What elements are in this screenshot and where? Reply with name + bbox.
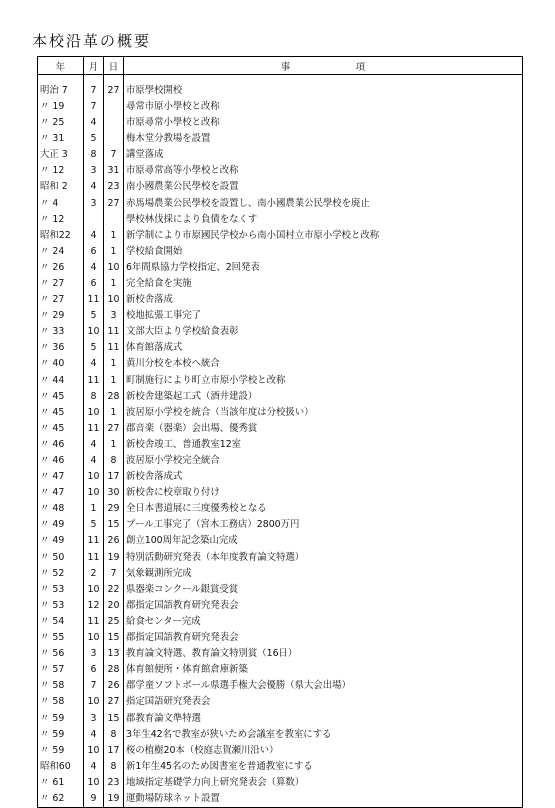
event-cell: 桜の植樹20本（校庭志賀瀬川沿い）	[124, 742, 523, 758]
table-row	[38, 469, 523, 485]
era-cell: 〃 31	[38, 131, 84, 147]
event-cell: 郡指定国語教育研究発表会	[124, 598, 523, 614]
era-cell: 〃 46	[38, 437, 84, 453]
era-cell: 〃 4	[38, 195, 84, 211]
month-header: 月	[84, 57, 104, 75]
table-row	[38, 517, 523, 533]
era-cell: 〃 45	[38, 404, 84, 420]
era-cell: 〃 27	[38, 292, 84, 308]
day-cell: 1	[104, 243, 124, 259]
month-cell: 10	[84, 630, 104, 646]
day-cell: 11	[104, 340, 124, 356]
event-cell: 新校舎に校章取り付け	[124, 485, 523, 501]
table-row	[38, 308, 523, 324]
month-cell: 1	[84, 501, 104, 517]
day-cell: 30	[104, 485, 124, 501]
event-cell: 郡指定国語教育研究発表会	[124, 630, 523, 646]
event-cell: 市原學校開校	[124, 79, 523, 99]
month-cell: 11	[84, 292, 104, 308]
month-cell	[84, 211, 104, 227]
table-row	[38, 420, 523, 436]
table-row	[38, 614, 523, 630]
era-cell: 〃 49	[38, 517, 84, 533]
table-row	[38, 678, 523, 694]
event-cell: 郡学童ソフトボール県選手権大会優勝（県大会出場）	[124, 678, 523, 694]
day-cell: 17	[104, 469, 124, 485]
table-row	[38, 437, 523, 453]
day-cell: 28	[104, 388, 124, 404]
day-cell: 22	[104, 581, 124, 597]
month-cell: 4	[84, 227, 104, 243]
event-cell: 市原尋常高等小學校と改称	[124, 163, 523, 179]
table-row	[38, 324, 523, 340]
event-cell: 波居原小学校完全統合	[124, 453, 523, 469]
month-cell: 5	[84, 308, 104, 324]
table-row	[38, 581, 523, 597]
era-cell: 〃 56	[38, 646, 84, 662]
table-row	[38, 533, 523, 549]
day-cell: 8	[104, 758, 124, 774]
event-cell: 郡音楽（器楽）会出場、優秀賞	[124, 420, 523, 436]
month-cell: 11	[84, 420, 104, 436]
era-cell: 〃 12	[38, 163, 84, 179]
table-row	[38, 131, 523, 147]
event-cell: 郡教育論文準特選	[124, 710, 523, 726]
era-cell: 〃 46	[38, 453, 84, 469]
era-cell: 〃 27	[38, 276, 84, 292]
month-cell: 3	[84, 163, 104, 179]
era-cell: 〃 40	[38, 356, 84, 372]
day-cell: 26	[104, 678, 124, 694]
era-cell: 〃 59	[38, 710, 84, 726]
era-cell: 〃 58	[38, 694, 84, 710]
month-cell: 8	[84, 388, 104, 404]
year-header: 年	[38, 57, 84, 75]
event-cell: 運動場防球ネット設置	[124, 791, 523, 808]
table-row	[38, 694, 523, 710]
day-cell: 3	[104, 308, 124, 324]
table-row	[38, 99, 523, 115]
month-cell: 4	[84, 260, 104, 276]
day-cell: 15	[104, 630, 124, 646]
day-cell: 1	[104, 356, 124, 372]
table-row	[38, 485, 523, 501]
month-cell: 10	[84, 775, 104, 791]
table-row	[38, 775, 523, 791]
era-cell: 大正 3	[38, 147, 84, 163]
day-cell: 15	[104, 517, 124, 533]
era-cell: 明治 7	[38, 79, 84, 99]
day-cell: 19	[104, 791, 124, 808]
event-cell: 新校舎建築起工式（酒井建設）	[124, 388, 523, 404]
event-header: 事 項	[124, 57, 523, 75]
era-cell: 〃 29	[38, 308, 84, 324]
table-row	[38, 549, 523, 565]
era-cell: 〃 62	[38, 791, 84, 808]
day-cell: 13	[104, 646, 124, 662]
era-cell: 〃 44	[38, 372, 84, 388]
day-header: 日	[104, 57, 124, 75]
event-cell: 新校舎落成式	[124, 469, 523, 485]
table-row	[38, 179, 523, 195]
era-cell: 〃 47	[38, 485, 84, 501]
event-cell: 校地拡張工事完了	[124, 308, 523, 324]
day-cell	[104, 131, 124, 147]
day-cell	[104, 99, 124, 115]
event-cell: 尋常市原小學校と改称	[124, 99, 523, 115]
event-cell: 波居原小学校を統合（当該年度は分校扱い）	[124, 404, 523, 420]
day-cell: 26	[104, 533, 124, 549]
month-cell: 6	[84, 662, 104, 678]
era-cell: 〃 54	[38, 614, 84, 630]
event-cell: 町制施行により町立市原小学校と改称	[124, 372, 523, 388]
table-row	[38, 340, 523, 356]
event-cell: 學校林伐採により負債をなくす	[124, 211, 523, 227]
day-cell: 1	[104, 227, 124, 243]
table-row	[38, 598, 523, 614]
day-cell: 1	[104, 372, 124, 388]
era-cell: 〃 49	[38, 533, 84, 549]
month-cell: 6	[84, 276, 104, 292]
era-cell: 〃 45	[38, 388, 84, 404]
event-cell: 赤馬場農業公民學校を設置し、南小國農業公民學校を廃止	[124, 195, 523, 211]
day-cell	[104, 115, 124, 131]
event-cell: 地域指定基礎学力向上研究発表会（算数）	[124, 775, 523, 791]
era-cell: 〃 12	[38, 211, 84, 227]
era-cell: 〃 55	[38, 630, 84, 646]
era-cell: 〃 36	[38, 340, 84, 356]
event-cell: 6年間県協力学校指定、2回発表	[124, 260, 523, 276]
table-row	[38, 79, 523, 99]
era-cell: 昭和 2	[38, 179, 84, 195]
event-cell: 市原尋常小學校と改称	[124, 115, 523, 131]
day-cell: 10	[104, 260, 124, 276]
month-cell: 3	[84, 646, 104, 662]
day-cell: 25	[104, 614, 124, 630]
month-cell: 10	[84, 324, 104, 340]
day-cell: 11	[104, 324, 124, 340]
event-cell: 文部大臣より学校給食表彰	[124, 324, 523, 340]
month-cell: 10	[84, 742, 104, 758]
event-cell: 県器楽コンクール銀賞受賞	[124, 581, 523, 597]
era-cell: 〃 33	[38, 324, 84, 340]
era-cell: 〃 45	[38, 420, 84, 436]
day-cell: 8	[104, 726, 124, 742]
month-cell: 11	[84, 549, 104, 565]
era-cell: 〃 47	[38, 469, 84, 485]
month-cell: 7	[84, 79, 104, 99]
day-cell	[104, 211, 124, 227]
event-cell: 気象観測所完成	[124, 565, 523, 581]
era-cell: 〃 19	[38, 99, 84, 115]
event-cell: 学校給食開始	[124, 243, 523, 259]
era-cell: 〃 53	[38, 581, 84, 597]
day-cell: 17	[104, 742, 124, 758]
event-cell: 新1年生45名のため図書室を普通教室にする	[124, 758, 523, 774]
era-cell: 〃 24	[38, 243, 84, 259]
table-row	[38, 646, 523, 662]
month-cell: 4	[84, 758, 104, 774]
month-cell: 4	[84, 726, 104, 742]
table-body	[38, 75, 523, 808]
table-row	[38, 742, 523, 758]
day-cell: 7	[104, 565, 124, 581]
event-cell: 体育館落成式	[124, 340, 523, 356]
event-cell: 南小國農業公民學校を設置	[124, 179, 523, 195]
month-cell: 10	[84, 694, 104, 710]
day-cell: 20	[104, 598, 124, 614]
header-row	[38, 57, 523, 75]
day-cell: 29	[104, 501, 124, 517]
era-cell: 〃 48	[38, 501, 84, 517]
day-cell: 28	[104, 662, 124, 678]
month-cell: 4	[84, 453, 104, 469]
event-cell: 全日本書道展に三度優秀校となる	[124, 501, 523, 517]
month-cell: 10	[84, 404, 104, 420]
event-cell: 教育論文特選、教育論文特別賞（16日）	[124, 646, 523, 662]
month-cell: 4	[84, 356, 104, 372]
event-cell: 特別活動研究発表（本年度教育論文特選）	[124, 549, 523, 565]
table-row	[38, 292, 523, 308]
day-cell: 15	[104, 710, 124, 726]
table-row	[38, 758, 523, 774]
table-row	[38, 195, 523, 211]
day-cell: 1	[104, 437, 124, 453]
era-cell: 昭和60	[38, 758, 84, 774]
month-cell: 4	[84, 115, 104, 131]
month-cell: 11	[84, 533, 104, 549]
month-cell: 3	[84, 195, 104, 211]
month-cell: 9	[84, 791, 104, 808]
event-cell: 完全給食を実施	[124, 276, 523, 292]
month-cell: 7	[84, 678, 104, 694]
table-row	[38, 372, 523, 388]
era-cell: 〃 59	[38, 742, 84, 758]
era-cell: 〃 26	[38, 260, 84, 276]
day-cell: 1	[104, 276, 124, 292]
table-row	[38, 388, 523, 404]
table-row	[38, 565, 523, 581]
table-row	[38, 404, 523, 420]
table-row	[38, 662, 523, 678]
event-cell: プール工事完了（宮木工務店）2800万円	[124, 517, 523, 533]
month-cell: 11	[84, 372, 104, 388]
day-cell: 27	[104, 694, 124, 710]
day-cell: 19	[104, 549, 124, 565]
day-cell: 10	[104, 292, 124, 308]
month-cell: 7	[84, 99, 104, 115]
day-cell: 1	[104, 404, 124, 420]
month-cell: 10	[84, 469, 104, 485]
day-cell: 23	[104, 179, 124, 195]
event-cell: 給食センター完成	[124, 614, 523, 630]
table-row	[38, 356, 523, 372]
page-title: 本校沿革の概要	[32, 32, 152, 50]
table-row	[38, 115, 523, 131]
table-row	[38, 147, 523, 163]
event-cell: 体育館便所・体育館倉庫新築	[124, 662, 523, 678]
event-cell: 3年生42名で教室が狭いため会議室を教室にする	[124, 726, 523, 742]
event-cell: 黄川分校を本校へ統合	[124, 356, 523, 372]
era-cell: 〃 52	[38, 565, 84, 581]
month-cell: 5	[84, 517, 104, 533]
event-cell: 講堂落成	[124, 147, 523, 163]
history-table	[37, 56, 523, 808]
month-cell: 10	[84, 581, 104, 597]
table-row	[38, 453, 523, 469]
era-cell: 〃 53	[38, 598, 84, 614]
table-row	[38, 726, 523, 742]
era-cell: 〃 61	[38, 775, 84, 791]
era-cell: 〃 57	[38, 662, 84, 678]
table-row	[38, 630, 523, 646]
day-cell: 8	[104, 453, 124, 469]
event-cell: 梅木堂分教場を設置	[124, 131, 523, 147]
month-cell: 4	[84, 179, 104, 195]
day-cell: 31	[104, 163, 124, 179]
month-cell: 6	[84, 243, 104, 259]
event-cell: 創立100周年記念築山完成	[124, 533, 523, 549]
era-cell: 昭和22	[38, 227, 84, 243]
day-cell: 7	[104, 147, 124, 163]
era-cell: 〃 50	[38, 549, 84, 565]
event-cell: 新校舎落成	[124, 292, 523, 308]
month-cell: 5	[84, 131, 104, 147]
month-cell: 11	[84, 614, 104, 630]
event-cell: 新学制により市原國民学校から南小国村立市原小学校と改称	[124, 227, 523, 243]
event-cell: 新校舎竣工、普通教室12室	[124, 437, 523, 453]
month-cell: 10	[84, 485, 104, 501]
day-cell: 27	[104, 420, 124, 436]
table-row	[38, 501, 523, 517]
month-cell: 4	[84, 437, 104, 453]
table-row	[38, 260, 523, 276]
month-cell: 12	[84, 598, 104, 614]
day-cell: 27	[104, 195, 124, 211]
month-cell: 5	[84, 340, 104, 356]
day-cell: 27	[104, 79, 124, 99]
event-cell: 指定国語研究発表会	[124, 694, 523, 710]
day-cell: 23	[104, 775, 124, 791]
table-row	[38, 163, 523, 179]
table-row	[38, 243, 523, 259]
table-row	[38, 710, 523, 726]
table-row	[38, 211, 523, 227]
era-cell: 〃 59	[38, 726, 84, 742]
month-cell: 8	[84, 147, 104, 163]
month-cell: 3	[84, 710, 104, 726]
table-row	[38, 276, 523, 292]
month-cell: 2	[84, 565, 104, 581]
table-row	[38, 227, 523, 243]
era-cell: 〃 58	[38, 678, 84, 694]
era-cell: 〃 25	[38, 115, 84, 131]
table-row	[38, 791, 523, 808]
